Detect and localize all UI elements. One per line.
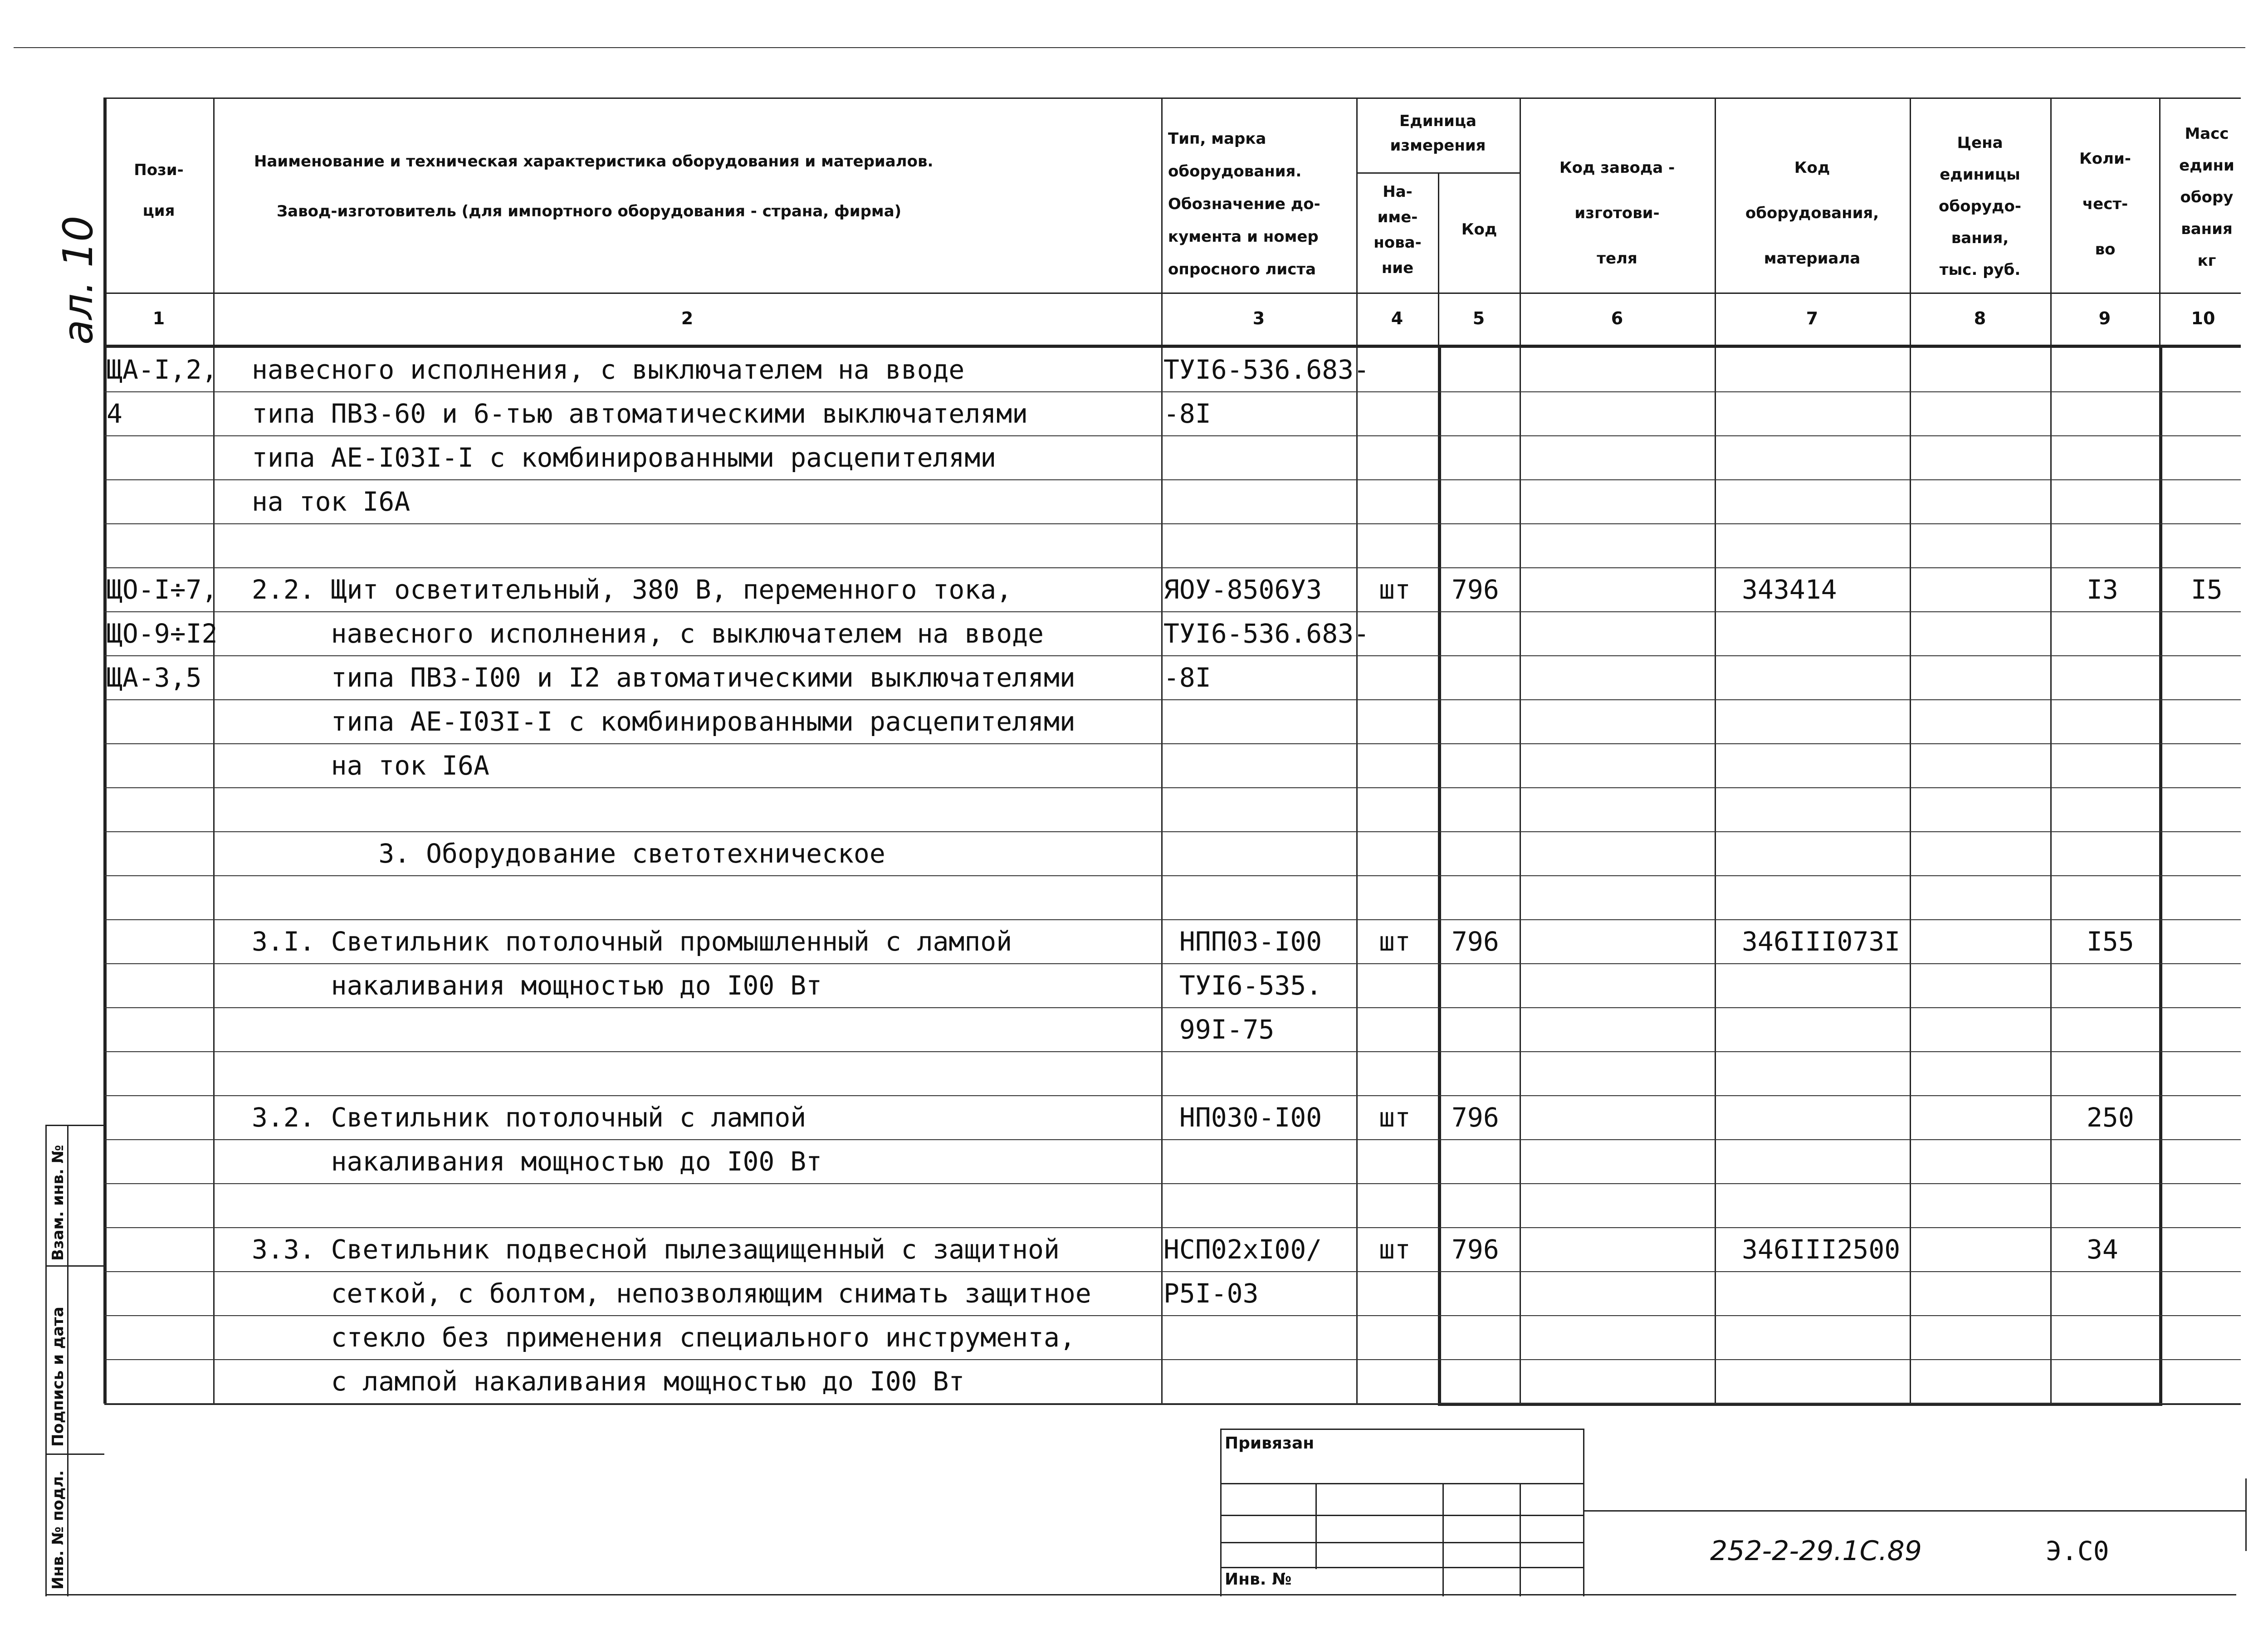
header-unit-name: На- име- нова- ние [1374, 183, 1422, 277]
colnum-8: 8 [1974, 308, 1986, 328]
header-factory-code: Код завода - изготови- теля [1559, 159, 1675, 268]
row-name: 3.I. Светильник потолочный промышленный с лампой [252, 926, 1012, 957]
side-div-1 [45, 1265, 104, 1267]
row-unit-code: 796 [1452, 1234, 1499, 1265]
row-name: с лампой накаливания мощностью до I00 Вт [252, 1366, 965, 1397]
colnum-bottom-border [104, 345, 2241, 348]
row-name: типа АЕ-I03I-I с комбинированными расцепителями [252, 706, 1075, 737]
side-label-inv: Инв. № подл. [49, 1470, 67, 1590]
row-line [104, 523, 2241, 524]
row-line [104, 699, 2241, 700]
row-line [104, 875, 2241, 876]
stamp-top [1220, 1429, 1583, 1430]
row-name: навесного исполнения, с выключателем на вводе [252, 354, 965, 385]
sheet-mark: ал. 10 [54, 215, 102, 345]
row-position: ЩО-9÷I2 [107, 618, 218, 649]
row-unit: шт [1379, 574, 1411, 605]
side-bottom [45, 1594, 2236, 1595]
colnum-1: 1 [152, 308, 165, 328]
row-position: ЩА-3,5 [107, 662, 202, 693]
row-type: ТУI6-536.683- [1163, 354, 1369, 385]
side-div-2 [45, 1454, 104, 1455]
row-line [104, 1139, 2241, 1140]
row-name: типа АЕ-I03I-I с комбинированными расцепителями [252, 442, 997, 473]
row-name: навесного исполнения, с выключателем на вводе [252, 618, 1044, 649]
table-top-border [104, 98, 2241, 99]
colnum-7: 7 [1806, 308, 1818, 328]
stamp-col-1 [1315, 1483, 1317, 1569]
row-equip-code: 346III073I [1742, 926, 1901, 957]
row-line [104, 1183, 2241, 1184]
header-bottom-border [104, 293, 2241, 294]
side-top [45, 1125, 104, 1126]
header-type: Тип, марка оборудования. Обозначение до- кумента и номер опросного листа [1168, 130, 1320, 278]
col-border-0 [103, 98, 107, 1404]
row-quantity: 34 [2087, 1234, 2118, 1265]
stamp-long-line [1583, 1510, 2245, 1512]
colnum-2: 2 [681, 308, 694, 328]
row-unit: шт [1379, 1234, 1411, 1265]
row-equip-code: 343414 [1742, 574, 1837, 605]
row-type: ТУI6-536.683- [1163, 618, 1369, 649]
header-quantity: Коли- чест- во [2079, 150, 2131, 259]
col-border-1 [213, 98, 215, 1404]
row-unit-code: 796 [1452, 1102, 1499, 1133]
row-line [104, 919, 2241, 920]
stamp-inv-no: Инв. № [1225, 1570, 1292, 1589]
row-type: ЯОУ-8506УЗ [1163, 574, 1322, 605]
row-position: 4 [107, 398, 122, 429]
side-label-podpis: Подпись и дата [49, 1307, 67, 1447]
stamp-col-3 [1520, 1483, 1521, 1596]
stamp-row-4 [1220, 1567, 1583, 1568]
row-type: Р5I-03 [1163, 1278, 1259, 1309]
col-border-8 [2050, 98, 2052, 1404]
row-name: на ток I6А [252, 750, 489, 781]
row-name: 3. Оборудование светотехническое [252, 838, 885, 869]
row-line [104, 391, 2241, 392]
row-name: накаливания мощностью до I00 Вт [252, 970, 822, 1001]
stamp-col-2 [1442, 1483, 1444, 1596]
row-type: -8I [1163, 662, 1211, 693]
colnum-6: 6 [1611, 308, 1623, 328]
row-line [104, 1359, 2241, 1360]
row-line [104, 1007, 2241, 1008]
row-type: НСП02хI00/ [1163, 1234, 1322, 1265]
colnum-9: 9 [2098, 308, 2111, 328]
stamp-right [1583, 1429, 1584, 1596]
row-name: типа ПВЗ-60 и 6-тью автоматическими выключателями [252, 398, 1028, 429]
side-mid-line [67, 1125, 68, 1596]
row-name: сеткой, с болтом, непозволяющим снимать защитное [252, 1278, 1091, 1309]
col-border-2 [1161, 98, 1163, 1404]
header-mass: Масс едини обору вания кг [2179, 125, 2234, 270]
header-equip-code: Код оборудования, материала [1745, 159, 1879, 268]
side-left-line [45, 1125, 47, 1596]
row-type: ТУI6-535. [1163, 970, 1322, 1001]
stamp-doc-code: 252-2-29.1С.89 [1710, 1535, 1922, 1567]
stamp-row-1 [1220, 1483, 1583, 1484]
row-line [104, 1271, 2241, 1272]
row-unit: шт [1379, 1102, 1411, 1133]
row-unit: шт [1379, 926, 1411, 957]
header-price: Цена единицы оборудо- вания, тыс. руб. [1939, 134, 2021, 279]
row-line [104, 1315, 2241, 1316]
row-unit-code: 796 [1452, 574, 1499, 605]
col-border-7 [1910, 98, 1911, 1404]
header-position: Пози- ция [134, 161, 184, 220]
row-unit-code: 796 [1452, 926, 1499, 957]
row-name: типа ПВЗ-I00 и I2 автоматическими выключателями [252, 662, 1075, 693]
row-line [104, 831, 2241, 832]
row-line [104, 787, 2241, 788]
colnum-5: 5 [1472, 308, 1485, 328]
row-mass: I5 [2191, 574, 2223, 605]
row-line [104, 963, 2241, 964]
row-line [104, 479, 2241, 480]
header-unit-group: Единица измерения [1390, 112, 1486, 155]
row-name: 3.2. Светильник потолочный с лампой [252, 1102, 807, 1133]
row-name: 2.2. Щит осветительный, 380 В, переменного тока, [252, 574, 1012, 605]
col-border-6 [1715, 98, 1716, 1404]
row-line [104, 567, 2241, 568]
row-quantity: I3 [2087, 574, 2118, 605]
stamp-right-tick [2245, 1478, 2247, 1551]
header-unit-code: Код [1461, 220, 1497, 239]
row-name: на ток I6А [252, 486, 411, 517]
row-type: НПП03-I00 [1163, 926, 1322, 957]
col-border-3 [1356, 98, 1358, 1404]
colnum-3: 3 [1252, 308, 1265, 328]
row-equip-code: 346III2500 [1742, 1234, 1901, 1265]
row-name: 3.3. Светильник подвесной пылезащищенный с защитной [252, 1234, 1060, 1265]
row-line [104, 1403, 2241, 1404]
row-type: НП030-I00 [1163, 1102, 1322, 1133]
row-name: накаливания мощностью до I00 Вт [252, 1146, 822, 1177]
row-line [104, 743, 2241, 744]
row-line [104, 435, 2241, 436]
row-line [104, 655, 2241, 656]
row-line [104, 1095, 2241, 1096]
row-line [104, 1227, 2241, 1228]
side-label-vzam: Взам. инв. № [49, 1145, 67, 1261]
colnum-10: 10 [2191, 308, 2215, 328]
stamp-left [1220, 1429, 1222, 1596]
stamp-row-2 [1220, 1515, 1583, 1516]
row-name: стекло без применения специального инструмента, [252, 1322, 1075, 1353]
row-type: 99I-75 [1163, 1014, 1275, 1045]
row-position: ЩО-I÷7, [107, 574, 218, 605]
row-quantity: 250 [2087, 1102, 2134, 1133]
row-quantity: I55 [2087, 926, 2134, 957]
row-line [104, 1051, 2241, 1052]
colnum-4: 4 [1391, 308, 1403, 328]
header-name-line1: Наименование и техническая характеристика оборудования и материалов. [254, 152, 934, 171]
col-border-5 [1520, 98, 1521, 1404]
stamp-row-3 [1220, 1542, 1583, 1543]
header-name-line2: Завод-изготовитель (для импортного оборудования - страна, фирма) [277, 202, 902, 220]
row-position: ЩА-I,2, [107, 354, 218, 385]
stamp-sheet: Э.С0 [2046, 1536, 2109, 1566]
stamp-privyazan: Привязан [1225, 1434, 1315, 1453]
top-frame-line [14, 47, 2245, 48]
row-type: -8I [1163, 398, 1211, 429]
row-line [104, 611, 2241, 612]
